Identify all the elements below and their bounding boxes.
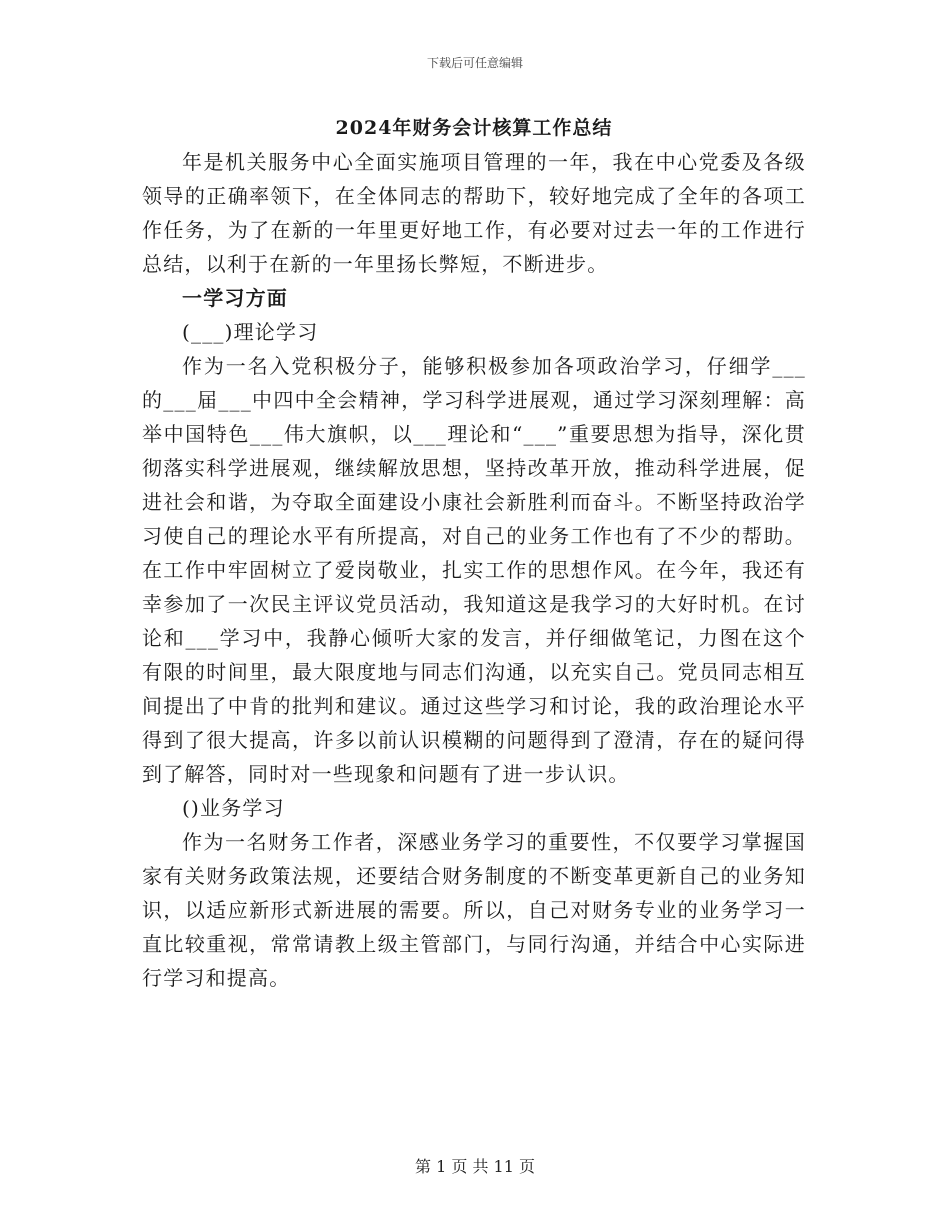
document-body bbox=[142, 111, 806, 995]
page-header: 下载后可任意编辑 bbox=[426, 56, 523, 70]
page-footer: 第 1 页 共 11 页 bbox=[415, 1157, 535, 1176]
subheading-theory-study: (___)理论学习 bbox=[182, 320, 319, 344]
business-study-paragraph: 作为一名财务工作者，深感业务学习的重要性，不仅要学习掌握国家有关财务政策法规，还要结合财务制度的不断变革更新自己的业务知识，以适应新形式新进展的需要。所以，自己对财务专业的业务学习一直比较重视，常常请教上级主管部门，与同行沟通，并结合中心实际进行学习和提高。 bbox=[142, 830, 806, 990]
subheading-business-study: ()业务学习 bbox=[182, 796, 285, 820]
intro-paragraph: 年是机关服务中心全面实施项目管理的一年，我在中心党委及各级领导的正确率领下，在全体同志的帮助下，较好地完成了全年的各项工作任务，为了在新的一年里更好地工作，有必要对过去一年的工作进行总结，以利于在新的一年里扬长弊短，不断进步。 bbox=[142, 150, 806, 276]
theory-study-paragraph: 作为一名入党积极分子，能够积极参加各项政治学习，仔细学___的___届___中四中全会精神，学习科学进展观，通过学习深刻理解：高举中国特色___伟大旗帜，以___理论和“___”重要思想为指导，深化贯彻落实科学进展观，继续解放思想，坚持改革开放，推动科学进展，促进社会和谐，为夺取全面建设小康社会新胜利而奋斗。不断坚持政治学习使自己的理论水平有所提高，对自己的业务工作也有了不少的帮助。在工作中牢固树立了爱岗敬业，扎实工作的思想作风。在今年，我还有幸参加了一次民主评议党员活动，我知道这是我学习的大好时机。在讨论和___学习中，我静心倾听大家的发言，并仔细做笔记，力图在这个有限的时间里，最大限度地与同志们沟通，以充实自己。党员同志相互间提出了中肯的批判和建议。通过这些学习和讨论，我的政治理论水平得到了很大提高，许多以前认识模糊的问题得到了澄清，存在的疑问得到了解答，同时对一些现象和问题有了进一步认识。 bbox=[142, 354, 806, 786]
document-title: 2024年财务会计核算工作总结 bbox=[335, 117, 613, 139]
section-heading-study: 一学习方面 bbox=[182, 286, 288, 310]
